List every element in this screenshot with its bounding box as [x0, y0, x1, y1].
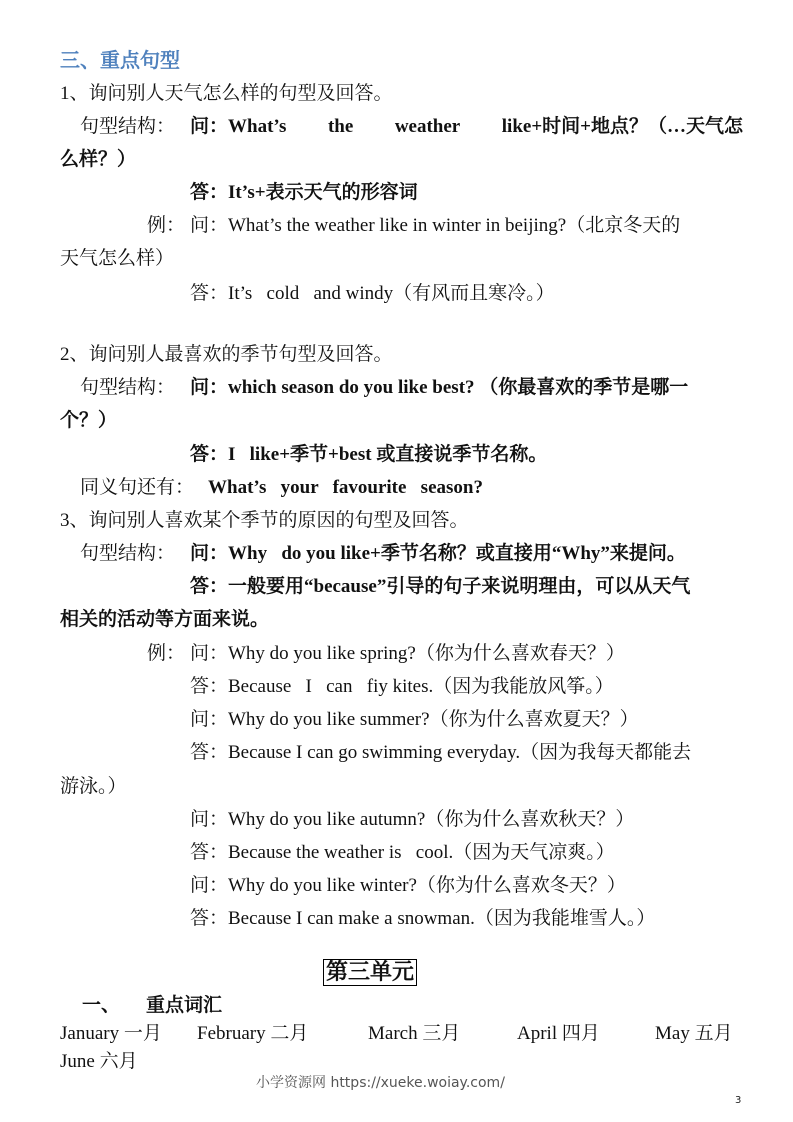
- unit-title: 第三单元: [323, 959, 417, 986]
- item1-q-word: 问：What’s: [190, 116, 287, 137]
- item1-example-question-cont: 天气怎么样）: [60, 248, 175, 269]
- item1-q-word: like+时间+地点？（…天气怎: [501, 116, 743, 137]
- month-item: February 二月: [197, 1023, 309, 1044]
- vocab-heading-number: 一、: [82, 995, 121, 1016]
- footer-watermark: 小学资源网 https://xueke.woiay.com/: [256, 1075, 505, 1091]
- example-line: 答：Because I can make a snowman.（因为我能堆雪人。）: [190, 908, 656, 929]
- item3-title: 3、询问别人喜欢某个季节的原因的句型及回答。: [60, 510, 469, 531]
- item3-structure-answer: 答：一般要用“because”引导的句子来说明理由，可以从天气: [190, 576, 691, 597]
- item1-q-word: the: [327, 116, 354, 137]
- month-item: June 六月: [60, 1051, 138, 1072]
- item2-structure-question: 问：which season do you like best? （你最喜欢的季节是哪一: [190, 377, 689, 398]
- item1-example-question: 问：What’s the weather like in winter in beijing?（北京冬天的: [190, 215, 681, 236]
- item2-synonym-text: What’s your favourite season?: [208, 477, 483, 498]
- item3-example-label: 例：: [147, 643, 186, 664]
- item3-structure-question: 问：Why do you like+季节名称？或直接用“Why”来提问。: [190, 543, 686, 564]
- item1-q-word: weather: [394, 116, 461, 137]
- item2-structure-question-cont: 个？）: [60, 410, 118, 431]
- item2-synonym-label: 同义句还有：: [80, 477, 195, 498]
- vocab-heading: 重点词汇: [146, 995, 223, 1016]
- item1-structure-answer: 答：It’s+表示天气的形容词: [190, 182, 418, 203]
- item1-example-answer: 答：It’s cold and windy（有风而且寒冷。）: [190, 283, 555, 304]
- example-line: 答：Because the weather is cool.（因为天气凉爽。）: [190, 842, 615, 863]
- month-item: May 五月: [655, 1023, 733, 1044]
- item2-title: 2、询问别人最喜欢的季节句型及回答。: [60, 344, 393, 365]
- example-line: 问：Why do you like spring?（你为什么喜欢春天？）: [190, 643, 625, 664]
- unit-title-box: [323, 958, 417, 988]
- month-item: January 一月: [60, 1023, 162, 1044]
- example-line: 问：Why do you like winter?（你为什么喜欢冬天？）: [190, 875, 626, 896]
- example-line: 问：Why do you like autumn?（你为什么喜欢秋天？）: [190, 809, 635, 830]
- item1-title: 1、询问别人天气怎么样的句型及回答。: [60, 83, 393, 104]
- item1-structure-question: [190, 115, 743, 139]
- example-line: 答：Because I can go swimming everyday.（因为我每天都能去: [190, 742, 692, 763]
- item1-structure-question-cont: 么样？）: [60, 149, 137, 170]
- page-number: 3: [735, 1095, 742, 1106]
- example-line: 答：Because I can fiy kites.（因为我能放风筝。）: [190, 676, 614, 697]
- month-item: March 三月: [368, 1023, 461, 1044]
- example-line: 问：Why do you like summer?（你为什么喜欢夏天？）: [190, 709, 639, 730]
- section-heading: 三、重点句型: [60, 48, 180, 72]
- item1-example-label: 例：: [147, 215, 186, 236]
- item3-structure-answer-cont: 相关的活动等方面来说。: [60, 609, 270, 630]
- item2-structure-label: 句型结构：: [80, 377, 176, 398]
- item1-structure-label: 句型结构：: [80, 116, 176, 137]
- item2-structure-answer: 答：I like+季节+best 或直接说季节名称。: [190, 444, 548, 465]
- item3-structure-label: 句型结构：: [80, 543, 176, 564]
- month-item: April 四月: [517, 1023, 600, 1044]
- example-line: 游泳。）: [60, 776, 127, 797]
